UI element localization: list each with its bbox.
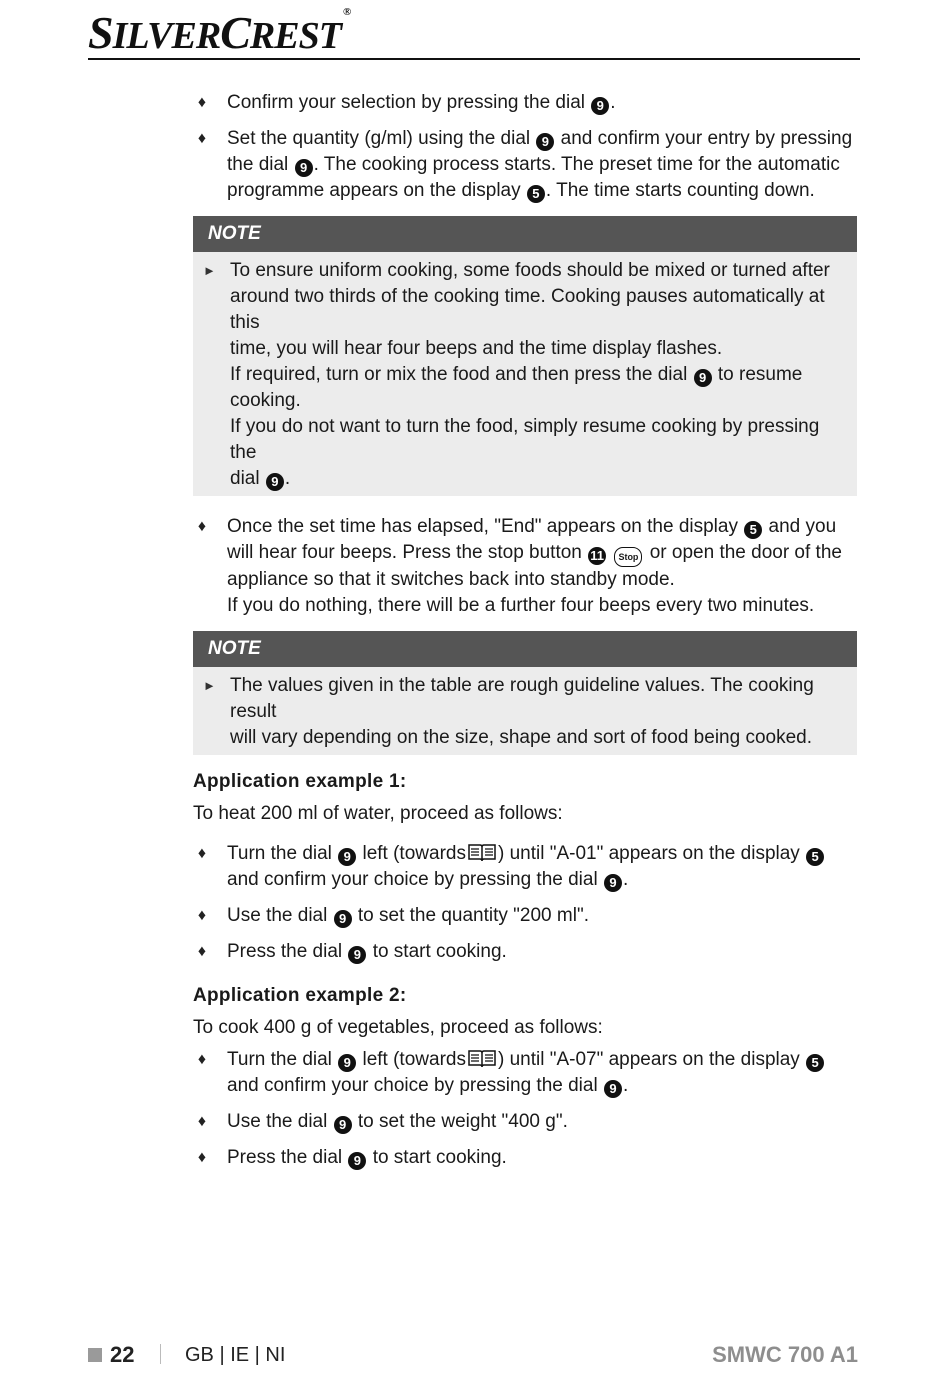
- ref-dial-icon: 9: [694, 369, 712, 387]
- footer-divider: [160, 1344, 161, 1364]
- list-item: ♦ Turn the dial 9 left (towards ) until "A-07" appears on the display 5 and confirm your choice by pressing the dial 9 .: [193, 1047, 857, 1099]
- footer-square-icon: [88, 1348, 102, 1362]
- diamond-bullet-icon: ♦: [197, 130, 207, 147]
- page-number: 22: [110, 1342, 135, 1367]
- ref-display-icon: 5: [744, 521, 762, 539]
- diamond-bullet-icon: ♦: [197, 1051, 207, 1068]
- footer-model: SMWC 700 A1: [712, 1342, 858, 1367]
- arrow-bullet-icon: ►: [203, 678, 216, 693]
- page-content: [193, 90, 857, 1181]
- footer-languages: GB | IE | NI: [185, 1344, 286, 1366]
- note-heading: NOTE: [193, 216, 857, 252]
- recipe-book-icon: [467, 1049, 497, 1069]
- list-item: ♦ Press the dial 9 to start cooking.: [193, 939, 857, 965]
- list-item: ♦ Set the quantity (g/ml) using the dial 9 and confirm your entry by pressing the dial 9 . The cooking process starts. The preset time for the automatic programme appears on the display 5 . The time starts counting down.: [193, 126, 857, 204]
- ref-dial-icon: 9: [266, 473, 284, 491]
- ref-dial-icon: 9: [348, 1152, 366, 1170]
- note-box: NOTE ► To ensure uniform cooking, some foods should be mixed or turned after around two thirds of the cooking time. Cooking pauses automatically at this time, you will hear four beeps and the time display flashes. If required, turn or mix the food and then press the dial 9 to resume cooking. If you do not want to turn the food, simply resume cooking by pressing the dial 9 .: [193, 216, 857, 496]
- diamond-bullet-icon: ♦: [197, 1149, 207, 1166]
- diamond-bullet-icon: ♦: [197, 845, 207, 862]
- brand-logo: SILVERCREST®: [88, 6, 351, 58]
- diamond-bullet-icon: ♦: [197, 94, 207, 111]
- list-item: ♦ Use the dial 9 to set the quantity "200 ml".: [193, 903, 857, 929]
- example-2-intro: To cook 400 g of vegetables, proceed as follows:: [193, 1017, 603, 1038]
- arrow-bullet-icon: ►: [203, 263, 216, 278]
- ref-dial-icon: 9: [348, 946, 366, 964]
- note-box: NOTE ► The values given in the table are rough guideline values. The cooking result will vary depending on the size, shape and sort of food being cooked.: [193, 631, 857, 755]
- ref-dial-icon: 9: [338, 848, 356, 866]
- page-footer: [88, 1340, 858, 1370]
- list-item: ♦ Turn the dial 9 left (towards ) until "A-01" appears on the display 5 and confirm your choice by pressing the dial 9 .: [193, 841, 857, 893]
- ref-display-icon: 5: [527, 185, 545, 203]
- ref-dial-icon: 9: [334, 910, 352, 928]
- stop-button-icon: Stop: [614, 547, 642, 567]
- diamond-bullet-icon: ♦: [197, 518, 207, 535]
- ref-dial-icon: 9: [591, 97, 609, 115]
- example-1-title: Application example 1:: [193, 771, 407, 792]
- diamond-bullet-icon: ♦: [197, 907, 207, 924]
- ref-display-icon: 5: [806, 848, 824, 866]
- ref-dial-icon: 9: [536, 133, 554, 151]
- ref-dial-icon: 9: [604, 1080, 622, 1098]
- ref-dial-icon: 9: [604, 874, 622, 892]
- note-heading: NOTE: [193, 631, 857, 667]
- diamond-bullet-icon: ♦: [197, 943, 207, 960]
- recipe-book-icon: [467, 843, 497, 863]
- ref-dial-icon: 9: [295, 159, 313, 177]
- ref-stop-icon: 11: [588, 547, 606, 565]
- list-item: ♦ Press the dial 9 to start cooking.: [193, 1145, 857, 1171]
- list-item: ♦ Confirm your selection by pressing the dial 9 .: [193, 90, 857, 116]
- list-item: ♦ Once the set time has elapsed, "End" appears on the display 5 and you will hear four beeps. Press the stop button 11 Stop or open the door of the appliance so that it switches back into standby mode. If you do nothing, there will be a further four beeps every two minutes.: [193, 514, 857, 619]
- ref-display-icon: 5: [806, 1054, 824, 1072]
- list-item: ♦ Use the dial 9 to set the weight "400 g".: [193, 1109, 857, 1135]
- ref-dial-icon: 9: [334, 1116, 352, 1134]
- example-1-intro: To heat 200 ml of water, proceed as follows:: [193, 803, 563, 824]
- diamond-bullet-icon: ♦: [197, 1113, 207, 1130]
- header-rule: [88, 58, 860, 60]
- ref-dial-icon: 9: [338, 1054, 356, 1072]
- example-2-title: Application example 2:: [193, 985, 407, 1006]
